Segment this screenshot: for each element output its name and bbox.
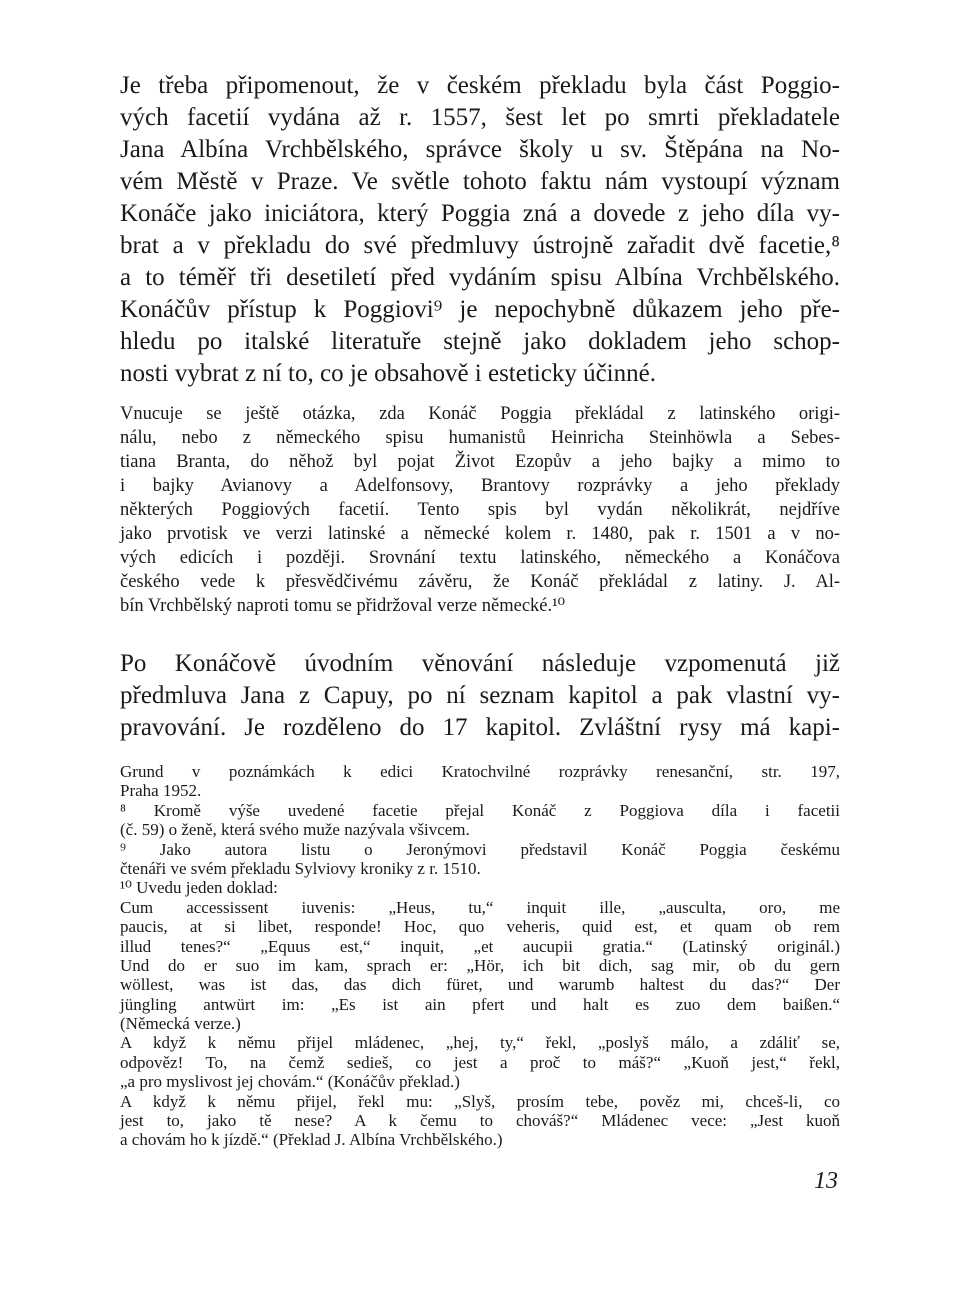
footnote-line: odpověz! To, na čemž sedieš, co jest a proč to máš?“ „Kuoň jest,“ řekl, xyxy=(120,1052,840,1072)
footnote-line: illud tenes?“ „Equus est,“ inquit, „et aucupii gratia.“ (Latinský originál.) xyxy=(120,936,840,956)
text-line: Jana Albína Vrchbělského, správce školy u sv. Štěpána na No- xyxy=(120,136,840,163)
paragraph-small-print xyxy=(120,402,840,618)
text-line: tiana Branta, do něhož byl pojat Život Ezopův a jeho bajky a mimo to xyxy=(120,452,840,472)
paragraph-introduction xyxy=(120,648,840,744)
text-line: jako prvotisk ve verzi latinské a německé kolem r. 1480, pak r. 1501 a v no- xyxy=(120,524,840,544)
footnote-line: jüngling antwürt im: „Es ist ain pfert und halt es zuo dem baißen.“ xyxy=(120,994,840,1014)
text-line: bín Vrchbělský naproti tomu se přidržoval verze německé.¹⁰ xyxy=(120,596,566,616)
footnote-line: ¹⁰ Uvedu jeden doklad: xyxy=(120,878,278,898)
text-line: Po Konáčově úvodním věnování následuje vzpomenutá již xyxy=(120,650,840,677)
text-line: vém Městě v Praze. Ve světle tohoto faktu nám vystoupí význam xyxy=(120,168,840,195)
text-line: Vnucuje se ještě otázka, zda Konáč Poggia překládal z latinského origi- xyxy=(120,404,840,424)
text-line: Je třeba připomenout, že v českém překladu byla část Poggio- xyxy=(120,72,840,99)
footnote-line: ⁹ Jako autora listu o Jeronýmovi představil Konáč Poggia českému xyxy=(120,839,840,859)
text-line: pravování. Je rozděleno do 17 kapitol. Zvláštní rysy má kapi- xyxy=(120,714,840,741)
footnote-line: Und do er suo im kam, sprach er: „Hör, ich bit dich, sag mir, ob du gern xyxy=(120,955,840,975)
text-line: Konáčův přístup k Poggiovi⁹ je nepochybně důkazem jeho pře- xyxy=(120,296,840,323)
footnote-line: A když k němu přijel, řekl mu: „Slyš, prosím tebe, pověz mi, chceš-li, co xyxy=(120,1091,840,1111)
text-line: nálu, nebo z německého spisu humanistů Heinricha Steinhöwla a Sebes- xyxy=(120,428,840,448)
text-line: brat a v překladu do své předmluvy ústrojně zařadit dvě facetie,⁸ xyxy=(120,232,840,259)
footnote-line: wöllest, was ist das, das dich füret, und warumb haltest du das?“ Der xyxy=(120,975,840,995)
page-number: 13 xyxy=(814,1168,838,1194)
text-line: některých Poggiových facetií. Tento spis byl vydán několikrát, nejdříve xyxy=(120,500,840,520)
text-line: a to téměř tři desetiletí před vydáním spisu Albína Vrchbělského. xyxy=(120,264,840,291)
footnote-line: Praha 1952. xyxy=(120,781,202,801)
footnote-line: Grund v poznámkách k edici Kratochvilné rozprávky renesanční, str. 197, xyxy=(120,762,840,781)
footnote-line: jest to, jako tě nese? A k čemu to chováš?“ Mládenec vece: „Jest kuoň xyxy=(120,1111,840,1131)
footnote-line: paucis, at si libet, responde! Hoc, quo veheris, quid est, et quam ob rem xyxy=(120,917,840,937)
footnote-line: Cum accessissent iuvenis: „Heus, tu,“ inquit ille, „ausculta, oro, me xyxy=(120,897,840,917)
footnote-line: a chovám ho k jízdě.“ (Překlad J. Albína Vrchbělského.) xyxy=(120,1130,503,1150)
text-line: vých edicích i později. Srovnání textu latinského, německého a Konáčova xyxy=(120,548,840,568)
text-line: nosti vybrat z ní to, co je obsahově i esteticky účinné. xyxy=(120,360,656,387)
footnote-line: (Německá verze.) xyxy=(120,1014,241,1034)
text-line: vých facetií vydána až r. 1557, šest let po smrti překladatele xyxy=(120,104,840,131)
text-line: i bajky Avianovy a Adelfonsovy, Brantovy rozprávky a jeho překlady xyxy=(120,476,840,496)
footnote-line: čtenáři ve svém překladu Sylviovy kroniky z r. 1510. xyxy=(120,858,481,878)
text-line: Konáče jako iniciátora, který Poggia zná a dovede z jeho díla vy- xyxy=(120,200,840,227)
text-line: předmluva Jana z Capuy, po ní seznam kapitol a pak vlastní vy- xyxy=(120,682,840,709)
footnote-line: A když k němu přijel mládenec, „hej, ty,“ řekl, „poslyš málo, a zdáliť se, xyxy=(120,1033,840,1053)
footnote-line: (č. 59) o ženě, která svého muže nazývala všivcem. xyxy=(120,820,470,840)
footnotes xyxy=(120,762,840,1150)
footnote-line: „a pro myslivost jej chovám.“ (Konáčův překlad.) xyxy=(120,1072,460,1092)
paragraph-poggio-translation xyxy=(120,70,840,390)
footnote-line: ⁸ Kromě výše uvedené facetie přejal Konáč z Poggiova díla i facetii xyxy=(120,800,840,820)
text-line: českého vede k přesvědčivému závěru, že Konáč překládal z latiny. J. Al- xyxy=(120,572,840,592)
text-line: hledu po italské literatuře stejně jako dokladem jeho schop- xyxy=(120,328,840,355)
